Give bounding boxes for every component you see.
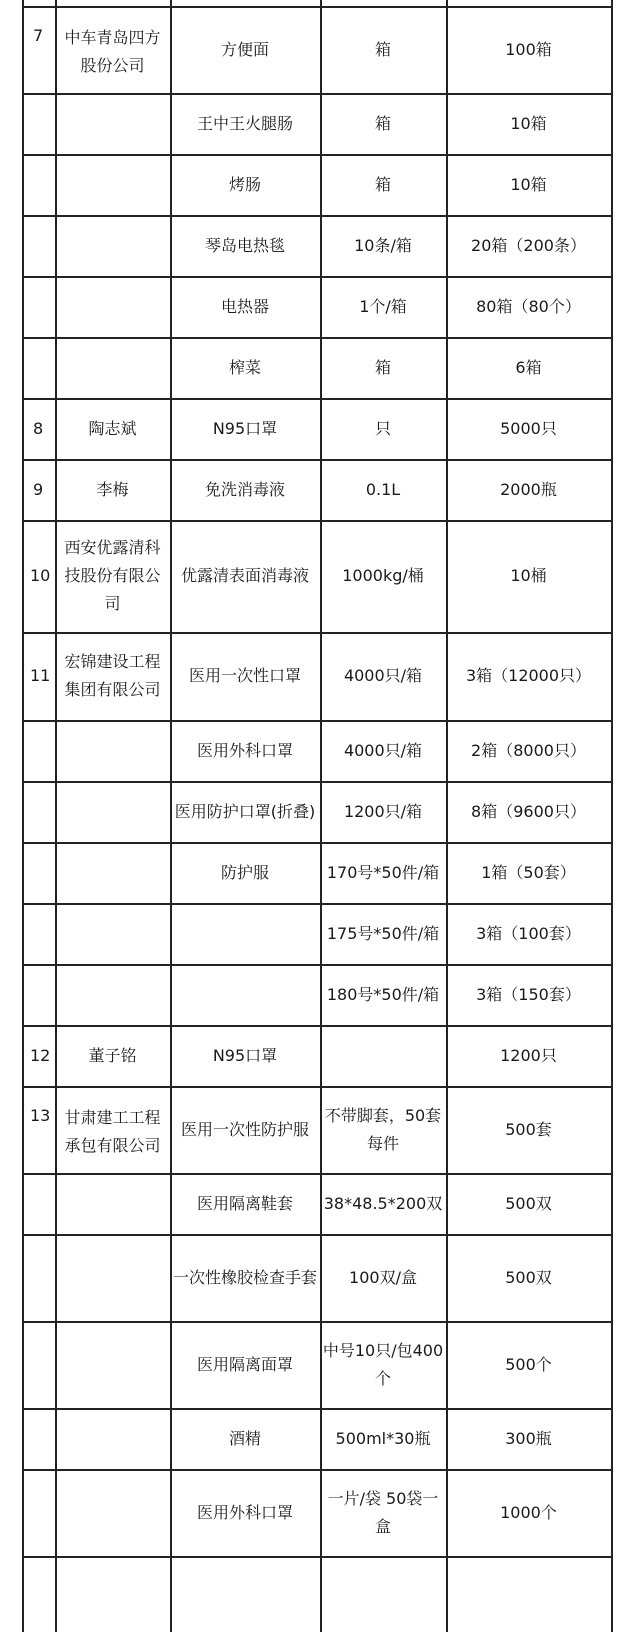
row-number bbox=[22, 964, 55, 1025]
donor-cell: 李梅 bbox=[96, 479, 129, 499]
quantity-cell: 80箱（80个） bbox=[476, 296, 581, 316]
row-number: 8 bbox=[33, 418, 44, 438]
grid-line bbox=[22, 337, 612, 339]
spec-cell: 38*48.5*200双 bbox=[323, 1193, 443, 1213]
grid-line bbox=[22, 1234, 612, 1236]
grid-line bbox=[22, 1086, 612, 1088]
grid-line bbox=[22, 1469, 612, 1471]
quantity-cell: 1200只 bbox=[500, 1045, 557, 1065]
quantity-cell: 500个 bbox=[505, 1354, 552, 1374]
grid-line bbox=[22, 459, 612, 461]
table-row bbox=[0, 520, 631, 632]
table-row bbox=[0, 154, 631, 215]
item-cell: 免洗消毒液 bbox=[204, 479, 285, 499]
item-cell: 医用一次性防护服 bbox=[180, 1119, 309, 1139]
item-cell bbox=[170, 903, 320, 964]
quantity-cell: 2箱（8000只） bbox=[471, 740, 586, 760]
item-cell: 医用外科口罩 bbox=[196, 1502, 293, 1522]
item-cell: 一次性橡胶检查手套 bbox=[172, 1267, 317, 1287]
row-number bbox=[22, 1321, 55, 1408]
item-cell: 医用防护口罩(折叠) bbox=[174, 801, 316, 821]
donor-cell bbox=[55, 276, 170, 337]
grid-line bbox=[22, 1556, 612, 1558]
quantity-cell: 10箱 bbox=[510, 174, 547, 194]
row-number bbox=[22, 215, 55, 276]
table-row bbox=[0, 6, 631, 93]
row-number bbox=[22, 1173, 55, 1234]
spec-cell: 175号*50件/箱 bbox=[326, 923, 440, 943]
donor-cell bbox=[55, 720, 170, 781]
spec-cell: 不带脚套，50套每件 bbox=[324, 1105, 442, 1153]
table-row bbox=[0, 398, 631, 459]
spec-cell: 180号*50件/箱 bbox=[326, 984, 440, 1004]
spec-cell: 500ml*30瓶 bbox=[335, 1428, 431, 1448]
donor-cell bbox=[55, 154, 170, 215]
table-row bbox=[0, 842, 631, 903]
row-number bbox=[22, 1408, 55, 1469]
quantity-cell: 20箱（200条） bbox=[471, 235, 586, 255]
donor-cell: 甘肃建工工程承包有限公司 bbox=[64, 1108, 161, 1155]
spec-cell: 箱 bbox=[374, 174, 391, 194]
quantity-cell: 2000瓶 bbox=[500, 479, 557, 499]
spec-cell: 10条/箱 bbox=[354, 235, 412, 255]
quantity-cell: 3箱（150套） bbox=[476, 984, 581, 1004]
table-row bbox=[0, 1321, 631, 1408]
item-cell: 医用一次性口罩 bbox=[188, 666, 301, 685]
row-number: 10 bbox=[30, 566, 51, 585]
donor-cell bbox=[55, 1469, 170, 1556]
table-row bbox=[0, 1469, 631, 1556]
grid-line bbox=[22, 842, 612, 844]
quantity-cell: 300瓶 bbox=[505, 1428, 552, 1448]
spec-cell: 箱 bbox=[374, 39, 391, 59]
donor-cell bbox=[55, 337, 170, 398]
row-number bbox=[22, 1469, 55, 1556]
spec-cell: 100双/盒 bbox=[349, 1267, 417, 1287]
table-row bbox=[0, 337, 631, 398]
item-cell: 医用外科口罩 bbox=[196, 740, 293, 760]
item-cell: 烤肠 bbox=[228, 174, 261, 194]
spec-cell: 一片/袋 50袋一盒 bbox=[327, 1488, 439, 1536]
row-number: 9 bbox=[33, 479, 44, 499]
item-cell: 琴岛电热毯 bbox=[204, 235, 285, 255]
grid-line bbox=[22, 520, 612, 522]
quantity-cell: 1000个 bbox=[500, 1502, 557, 1522]
donor-cell bbox=[55, 1234, 170, 1321]
quantity-cell: 10箱 bbox=[510, 113, 547, 133]
row-number bbox=[22, 1234, 55, 1321]
table-row bbox=[0, 720, 631, 781]
row-number bbox=[22, 720, 55, 781]
item-cell: 电热器 bbox=[220, 296, 269, 316]
donor-cell bbox=[55, 1173, 170, 1234]
grid-line bbox=[22, 1173, 612, 1175]
row-number bbox=[22, 903, 55, 964]
table-row bbox=[0, 1025, 631, 1086]
spec-cell: 0.1L bbox=[365, 479, 401, 499]
quantity-cell: 8箱（9600只） bbox=[471, 801, 586, 821]
grid-line bbox=[22, 1025, 612, 1027]
donor-cell bbox=[55, 215, 170, 276]
quantity-cell: 100箱 bbox=[505, 39, 552, 59]
spec-cell: 1000kg/桶 bbox=[342, 566, 424, 585]
spec-cell bbox=[320, 1025, 446, 1086]
donor-cell: 董子铭 bbox=[88, 1045, 137, 1065]
row-number bbox=[22, 276, 55, 337]
row-number: 12 bbox=[30, 1045, 51, 1065]
quantity-cell: 5000只 bbox=[500, 418, 557, 438]
item-cell: N95口罩 bbox=[212, 418, 278, 438]
row-number bbox=[22, 154, 55, 215]
donor-cell bbox=[55, 842, 170, 903]
quantity-cell: 6箱 bbox=[515, 357, 542, 377]
spec-cell: 1200只/箱 bbox=[343, 801, 423, 821]
table-row bbox=[0, 459, 631, 520]
row-number: 7 bbox=[33, 26, 44, 45]
spec-cell: 箱 bbox=[374, 357, 391, 377]
item-cell: N95口罩 bbox=[212, 1045, 278, 1065]
donor-cell: 中车青岛四方股份公司 bbox=[64, 28, 161, 75]
spec-cell: 1个/箱 bbox=[359, 296, 407, 316]
grid-line bbox=[22, 1321, 612, 1323]
item-cell: 榨菜 bbox=[228, 357, 261, 377]
grid-line bbox=[22, 1408, 612, 1410]
table-row bbox=[0, 1234, 631, 1321]
table-row bbox=[0, 93, 631, 154]
spec-cell: 只 bbox=[374, 418, 391, 438]
spec-cell: 箱 bbox=[374, 113, 391, 133]
grid-line bbox=[22, 903, 612, 905]
donor-cell bbox=[55, 93, 170, 154]
grid-line bbox=[22, 93, 612, 95]
table-row bbox=[0, 215, 631, 276]
donor-cell bbox=[55, 1408, 170, 1469]
table-row bbox=[0, 632, 631, 720]
grid-line bbox=[22, 215, 612, 217]
quantity-cell: 500套 bbox=[505, 1119, 552, 1139]
donor-cell bbox=[55, 903, 170, 964]
row-number bbox=[22, 842, 55, 903]
grid-line bbox=[22, 398, 612, 400]
item-cell: 方便面 bbox=[220, 39, 269, 59]
item-cell: 王中王火腿肠 bbox=[196, 113, 293, 133]
spec-cell: 4000只/箱 bbox=[343, 740, 423, 760]
row-number: 13 bbox=[30, 1106, 51, 1125]
grid-line bbox=[22, 632, 612, 634]
quantity-cell: 500双 bbox=[505, 1193, 552, 1213]
grid-line bbox=[22, 720, 612, 722]
grid-line bbox=[22, 276, 612, 278]
table-row bbox=[0, 1086, 631, 1173]
row-number: 11 bbox=[30, 666, 51, 685]
table-row bbox=[0, 276, 631, 337]
donor-cell: 陶志斌 bbox=[88, 418, 137, 438]
item-cell: 医用隔离鞋套 bbox=[196, 1193, 293, 1213]
item-cell: 优露清表面消毒液 bbox=[180, 566, 309, 585]
grid-line bbox=[22, 781, 612, 783]
spec-cell: 4000只/箱 bbox=[343, 666, 423, 685]
quantity-cell: 3箱（100套） bbox=[476, 923, 581, 943]
spec-cell: 中号10只/包400个 bbox=[322, 1340, 444, 1388]
table-row bbox=[0, 903, 631, 964]
quantity-cell: 500双 bbox=[505, 1267, 552, 1287]
table-row bbox=[0, 781, 631, 842]
table-row bbox=[0, 964, 631, 1025]
donor-cell bbox=[55, 781, 170, 842]
table-row bbox=[0, 1408, 631, 1469]
row-number bbox=[22, 93, 55, 154]
row-number bbox=[22, 781, 55, 842]
quantity-cell: 3箱（12000只） bbox=[465, 666, 592, 685]
item-cell: 酒精 bbox=[228, 1428, 261, 1448]
item-cell: 防护服 bbox=[220, 862, 269, 882]
donor-cell: 西安优露清科技股份有限公司 bbox=[64, 538, 161, 613]
item-cell bbox=[170, 964, 320, 1025]
grid-line bbox=[22, 964, 612, 966]
row-number bbox=[22, 337, 55, 398]
spec-cell: 170号*50件/箱 bbox=[326, 862, 440, 882]
quantity-cell: 10桶 bbox=[510, 566, 547, 585]
grid-line bbox=[22, 6, 612, 8]
donor-cell: 宏锦建设工程集团有限公司 bbox=[64, 652, 161, 699]
item-cell: 医用隔离面罩 bbox=[196, 1354, 293, 1374]
grid-line bbox=[22, 154, 612, 156]
donor-cell bbox=[55, 964, 170, 1025]
donor-cell bbox=[55, 1321, 170, 1408]
table-row bbox=[0, 1173, 631, 1234]
quantity-cell: 1箱（50套） bbox=[481, 862, 576, 882]
